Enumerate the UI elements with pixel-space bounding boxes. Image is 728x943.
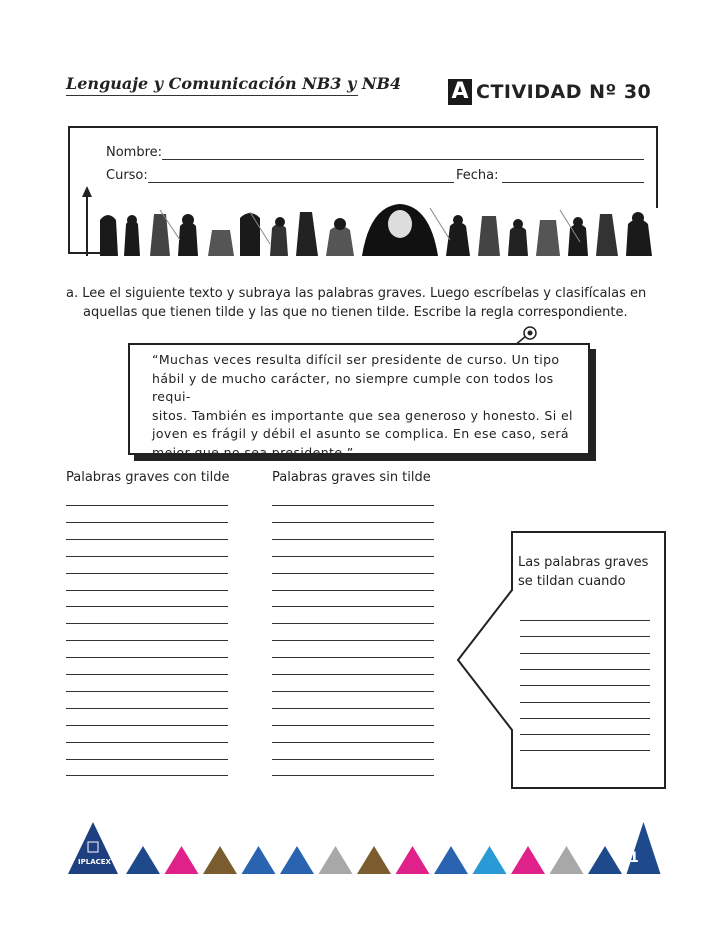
quote-line: “Muchas veces resulta difícil ser presidente de curso. Un tipo — [152, 352, 560, 367]
footer-triangle — [319, 846, 353, 874]
footer-triangle — [165, 846, 199, 874]
footer-triangle — [473, 846, 507, 874]
quote-line: mejor que no sea presidente.” — [152, 444, 354, 460]
answer-line[interactable] — [66, 573, 228, 574]
iplacex-logo: IPLACEX — [78, 858, 111, 866]
activity-letter: A — [448, 79, 472, 105]
arrow-shaft — [86, 196, 88, 256]
answer-line[interactable] — [66, 522, 228, 523]
answer-line[interactable] — [520, 734, 650, 735]
footer-triangle — [126, 846, 160, 874]
answer-line[interactable] — [66, 657, 228, 658]
course-label: Curso: — [106, 168, 148, 183]
footer-triangle — [434, 846, 468, 874]
quote-line: sitos. También es importante que sea generoso y honesto. Si el — [152, 407, 573, 423]
name-label: Nombre: — [106, 145, 163, 160]
page-number: 1 — [629, 850, 639, 866]
answer-line[interactable] — [272, 522, 434, 523]
answer-line[interactable] — [272, 759, 434, 760]
footer-triangle — [280, 846, 314, 874]
date-field[interactable] — [502, 182, 644, 183]
answer-line[interactable] — [520, 750, 650, 751]
date-label: Fecha: — [456, 168, 499, 183]
answer-line[interactable] — [66, 640, 228, 641]
rule-text — [518, 553, 658, 591]
footer-triangle — [511, 846, 545, 874]
course-field[interactable] — [148, 182, 454, 183]
answer-line[interactable] — [66, 590, 228, 591]
footer-triangle — [242, 846, 276, 874]
answer-line[interactable] — [272, 606, 434, 607]
answer-line[interactable] — [272, 623, 434, 624]
footer-triangle — [627, 822, 661, 874]
answer-line[interactable] — [272, 775, 434, 776]
students-illustration — [100, 200, 660, 256]
answer-line[interactable] — [520, 702, 650, 703]
answer-line[interactable] — [66, 725, 228, 726]
with-tilde-heading: Palabras graves con tilde — [66, 470, 230, 485]
instructions-line-2: aquellas que tienen tilde y las que no tienen tilde. Escribe la regla correspondiente. — [83, 305, 628, 320]
quote-text — [152, 351, 580, 462]
footer-triangle — [203, 846, 237, 874]
answer-line[interactable] — [66, 606, 228, 607]
answer-line[interactable] — [66, 759, 228, 760]
answer-line[interactable] — [66, 623, 228, 624]
answer-line[interactable] — [520, 685, 650, 686]
answer-line[interactable] — [272, 573, 434, 574]
footer-triangle — [357, 846, 391, 874]
answer-line[interactable] — [66, 708, 228, 709]
without-tilde-heading: Palabras graves sin tilde — [272, 470, 431, 485]
answer-line[interactable] — [66, 674, 228, 675]
answer-line[interactable] — [66, 505, 228, 506]
instructions-line-1: a. Lee el siguiente texto y subraya las palabras graves. Luego escríbelas y clasifícalas en — [66, 286, 647, 301]
answer-line[interactable] — [272, 505, 434, 506]
answer-line[interactable] — [66, 775, 228, 776]
answer-line[interactable] — [66, 691, 228, 692]
rule-line-2: se tildan cuando — [518, 574, 626, 589]
answer-line[interactable] — [520, 669, 650, 670]
answer-line[interactable] — [66, 742, 228, 743]
rule-line-1: Las palabras graves — [518, 555, 649, 570]
instructions — [66, 284, 666, 322]
answer-line[interactable] — [272, 708, 434, 709]
footer-triangle — [588, 846, 622, 874]
answer-line[interactable] — [272, 657, 434, 658]
answer-line[interactable] — [272, 725, 434, 726]
answer-line[interactable] — [272, 742, 434, 743]
footer-triangles — [60, 818, 670, 876]
quote-line: hábil y de mucho carácter, no siempre cumple con todos los requi- — [152, 370, 554, 404]
answer-line[interactable] — [66, 539, 228, 540]
answer-line[interactable] — [272, 590, 434, 591]
answer-line[interactable] — [520, 718, 650, 719]
quote-line: joven es frágil y débil el asunto se complica. En ese caso, será — [152, 426, 569, 441]
subject-underline — [66, 95, 358, 96]
answer-line[interactable] — [272, 539, 434, 540]
footer-triangle — [550, 846, 584, 874]
answer-line[interactable] — [66, 556, 228, 557]
answer-line[interactable] — [520, 653, 650, 654]
answer-line[interactable] — [520, 636, 650, 637]
answer-line[interactable] — [272, 556, 434, 557]
answer-line[interactable] — [520, 620, 650, 621]
activity-title: CTIVIDAD Nº 30 — [476, 81, 652, 103]
footer-triangle — [396, 846, 430, 874]
subject-title: Lenguaje y Comunicación NB3 y NB4 — [66, 74, 402, 93]
logo-triangle — [68, 822, 118, 874]
answer-line[interactable] — [272, 674, 434, 675]
answer-line[interactable] — [272, 640, 434, 641]
name-field[interactable] — [162, 159, 644, 160]
answer-line[interactable] — [272, 691, 434, 692]
